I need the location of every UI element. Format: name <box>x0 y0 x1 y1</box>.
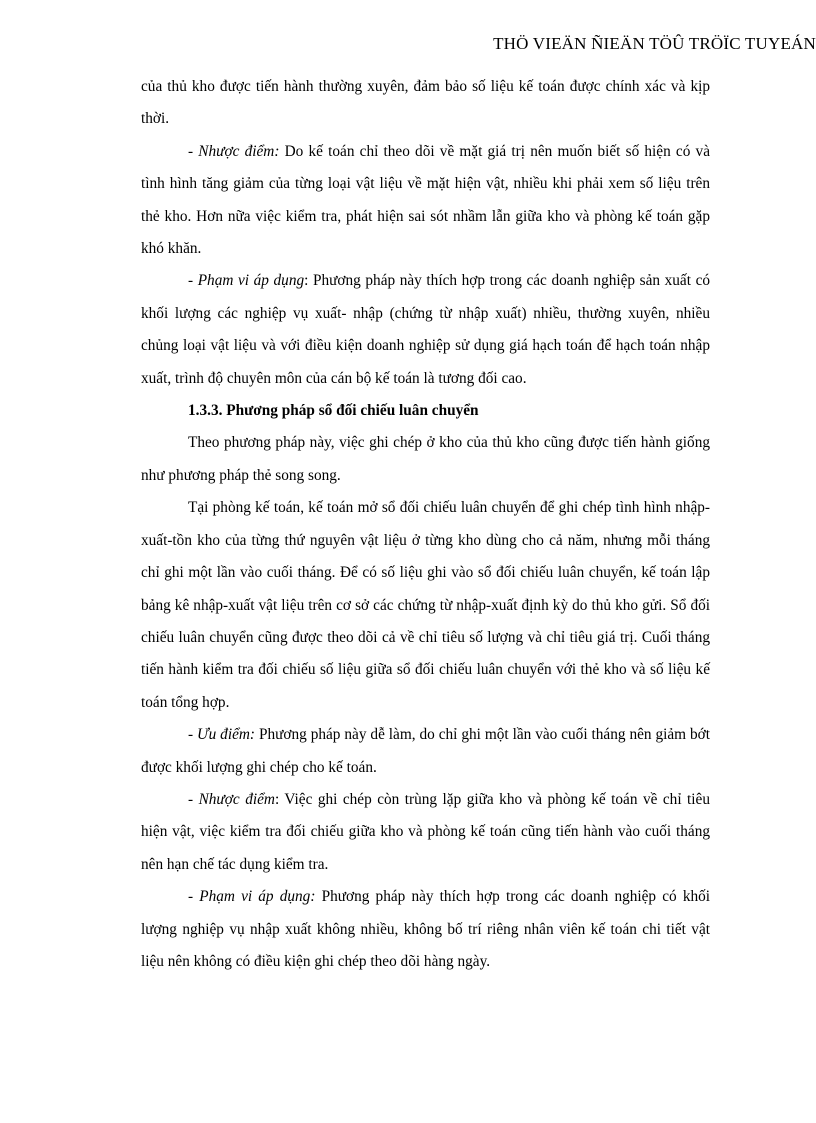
document-body <box>141 71 710 978</box>
paragraph-continuation: của thủ kho được tiến hành thường xuyên, đảm bảo số liệu kế toán được chính xác và kịp thời. <box>141 78 710 128</box>
page-header: THÖ VIEÄN ÑIEÄN TÖÛ TRÖÏC TUYEÁN <box>493 34 816 53</box>
term-label: Phạm vi áp dụng <box>197 272 305 290</box>
term-label: Phạm vi áp dụng: <box>199 888 316 906</box>
paragraph-disadvantage-1: - Nhược điểm: Do kế toán chỉ theo dõi về mặt giá trị nên muốn biết số hiện có và tình hình tăng giảm của từng loại vật liệu về mặt hiện vật, nhiều khi phải xem số liệu trên thẻ kho. Hơn nữa việc kiểm tra, phát hiện sai sót nhầm lẫn giữa kho và phòng kế toán gặp khó khăn. <box>141 142 710 258</box>
paragraph-intro: Theo phương pháp này, việc ghi chép ở kho của thủ kho cũng được tiến hành giống như phương pháp thẻ song song. <box>141 434 710 484</box>
paragraph-advantage: - Ưu điểm: Phương pháp này dễ làm, do chỉ ghi một lần vào cuối tháng nên giảm bớt được khối lượng ghi chép cho kế toán. <box>141 726 710 776</box>
paragraph-scope-2: - Phạm vi áp dụng: Phương pháp này thích hợp trong các doanh nghiệp có khối lượng nghiệp vụ nhập xuất không nhiều, không bố trí riêng nhân viên kế toán chi tiết vật liệu nên không có điều kiện ghi chép theo dõi hàng ngày. <box>141 888 711 970</box>
paragraph-scope-1: - Phạm vi áp dụng: Phương pháp này thích hợp trong các doanh nghiệp sản xuất có khối lượng các nghiệp vụ xuất- nhập (chứng từ nhập xuất) nhiều, thường xuyên, nhiều chủng loại vật liệu và với điều kiện doanh nghiệp sử dụng giá hạch toán để hạch toán nhập xuất, trình độ chuyên môn của cán bộ kế toán là tương đối cao. <box>141 272 711 387</box>
paragraph-disadvantage-2: - Nhược điểm: Việc ghi chép còn trùng lặp giữa kho và phòng kế toán về chỉ tiêu hiện vật, việc kiểm tra đối chiếu giữa kho và phòng kế toán cũng tiến hành vào cuối tháng nên hạn chế tác dụng kiểm tra. <box>141 790 710 873</box>
section-heading: 1.3.3. Phương pháp sổ đối chiếu luân chuyển <box>188 402 479 420</box>
term-label: Nhược điểm <box>198 790 275 808</box>
term-label: Ưu điểm: <box>197 726 255 744</box>
paragraph-method: Tại phòng kế toán, kế toán mở sổ đối chiếu luân chuyển để ghi chép tình hình nhập-xuất-tồn kho của từng thứ nguyên vật liệu ở từng kho dùng cho cả năm, nhưng mỗi tháng chỉ ghi một lần vào cuối tháng. Để có số liệu ghi vào sổ đối chiếu luân chuyển, kế toán lập bảng kê nhập-xuất vật liệu trên cơ sở các chứng từ nhập-xuất định kỳ do thủ kho gửi. Sổ đối chiếu luân chuyển cũng được theo dõi cả về chỉ tiêu số lượng và chỉ tiêu giá trị. Cuối tháng tiến hành kiểm tra đối chiếu số liệu giữa sổ đối chiếu luân chuyển với thẻ kho và số liệu kế toán tổng hợp. <box>141 499 710 711</box>
term-label: Nhược điểm: <box>198 142 280 160</box>
